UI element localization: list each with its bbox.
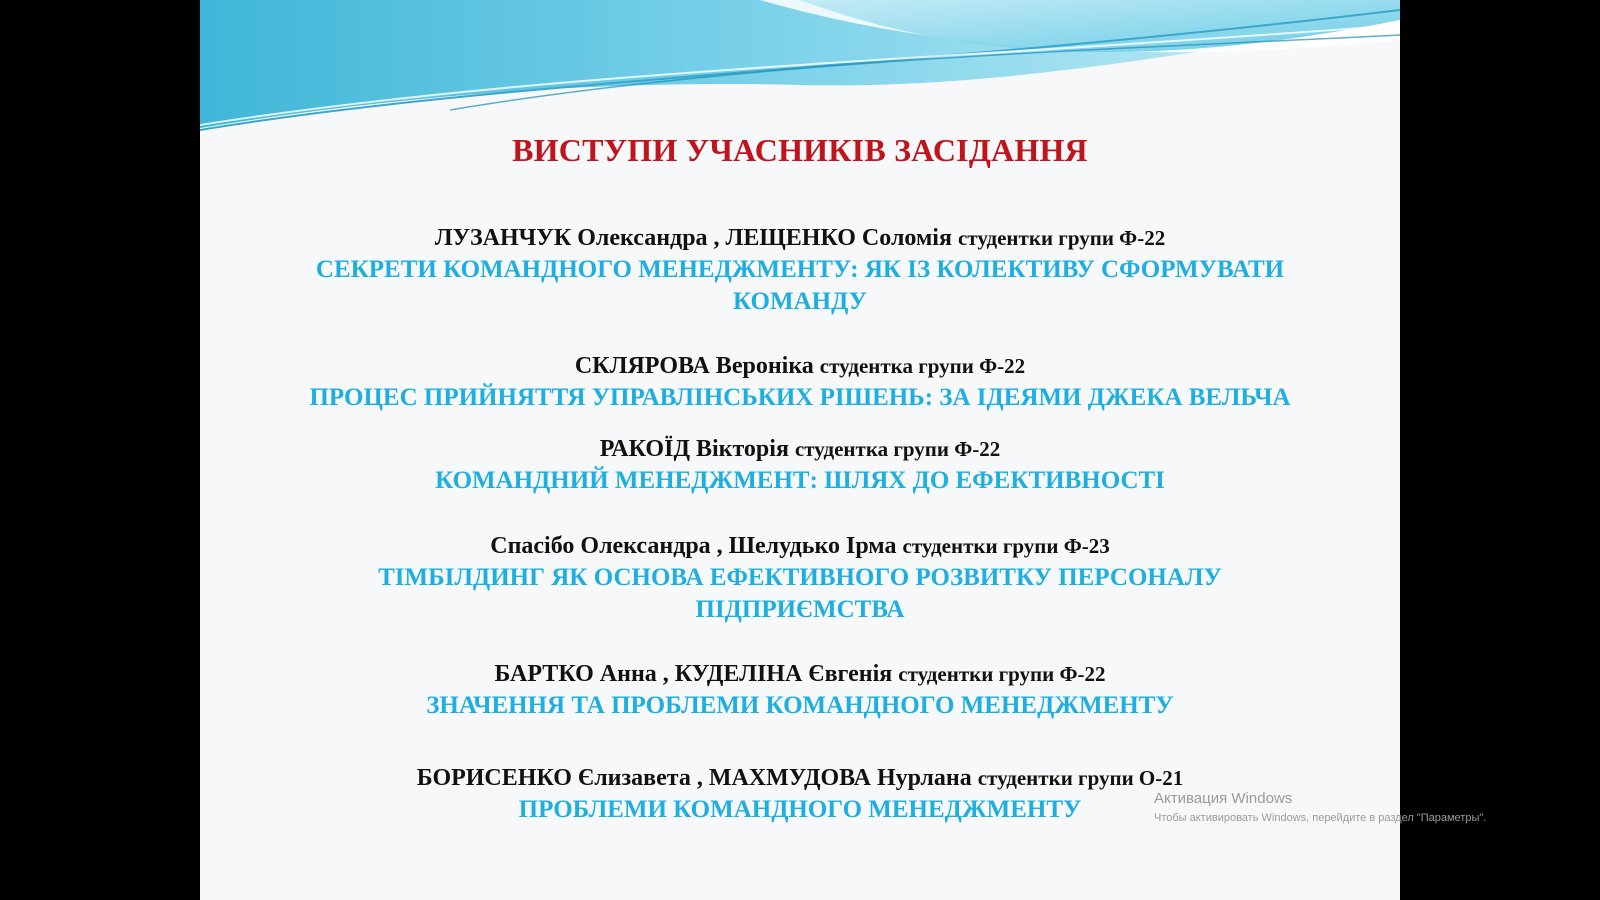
speech-topic: ТІМБІЛДИНГ ЯК ОСНОВА ЕФЕКТИВНОГО РОЗВИТКУ ПЕРСОНАЛУ ПІДПРИЄМСТВА (378, 564, 1222, 623)
speaker-entry (200, 222, 1400, 318)
speaker-entry (200, 530, 1400, 626)
speaker-group: студентка групи Ф-22 (819, 354, 1026, 378)
speaker-entry (200, 350, 1400, 414)
speaker-group: студентки групи О-21 (977, 766, 1184, 790)
speaker-entry (200, 658, 1400, 722)
speaker-group: студентки групи Ф-22 (957, 226, 1166, 250)
speaker-names: Спасібо Олександра , Шелудько Ірма (490, 533, 897, 559)
speaker-names: РАКОЇД Вікторія (599, 436, 789, 462)
speaker-group: студентки групи Ф-22 (898, 662, 1106, 686)
speech-topic: ЗНАЧЕННЯ ТА ПРОБЛЕМИ КОМАНДНОГО МЕНЕДЖМЕНТУ (426, 692, 1174, 719)
speech-topic: КОМАНДНИЙ МЕНЕДЖМЕНТ: ШЛЯХ ДО ЕФЕКТИВНОСТІ (435, 467, 1165, 494)
windows-activation-watermark (1154, 790, 1486, 828)
speaker-group: студентка групи Ф-22 (794, 437, 1001, 461)
speaker-group: студентки групи Ф-23 (902, 534, 1110, 558)
speech-topic: ПРОБЛЕМИ КОМАНДНОГО МЕНЕДЖМЕНТУ (518, 796, 1082, 823)
speaker-names: БОРИСЕНКО Єлизавета , МАХМУДОВА Нурлана (416, 765, 972, 791)
watermark-subtitle: Чтобы активировать Windows, перейдите в раздел "Параметры". (1154, 812, 1487, 824)
slide-title: ВИСТУПИ УЧАСНИКІВ ЗАСІДАННЯ (512, 132, 1088, 168)
speaker-entry (200, 433, 1400, 497)
speaker-names: СКЛЯРОВА Вероніка (574, 353, 814, 379)
speaker-names: ЛУЗАНЧУК Олександра , ЛЕЩЕНКО Соломія (434, 225, 952, 251)
wave-decoration (200, 0, 1400, 140)
speech-topic: СЕКРЕТИ КОМАНДНОГО МЕНЕДЖМЕНТУ: ЯК ІЗ КОЛЕКТИВУ СФОРМУВАТИ КОМАНДУ (315, 256, 1285, 315)
watermark-title: Активация Windows (1154, 790, 1293, 807)
speech-topic: ПРОЦЕС ПРИЙНЯТТЯ УПРАВЛІНСЬКИХ РІШЕНЬ: ЗА ІДЕЯМИ ДЖЕКА ВЕЛЬЧА (309, 384, 1291, 411)
presentation-slide (200, 0, 1400, 900)
speaker-names: БАРТКО Анна , КУДЕЛІНА Євгенія (494, 661, 893, 687)
